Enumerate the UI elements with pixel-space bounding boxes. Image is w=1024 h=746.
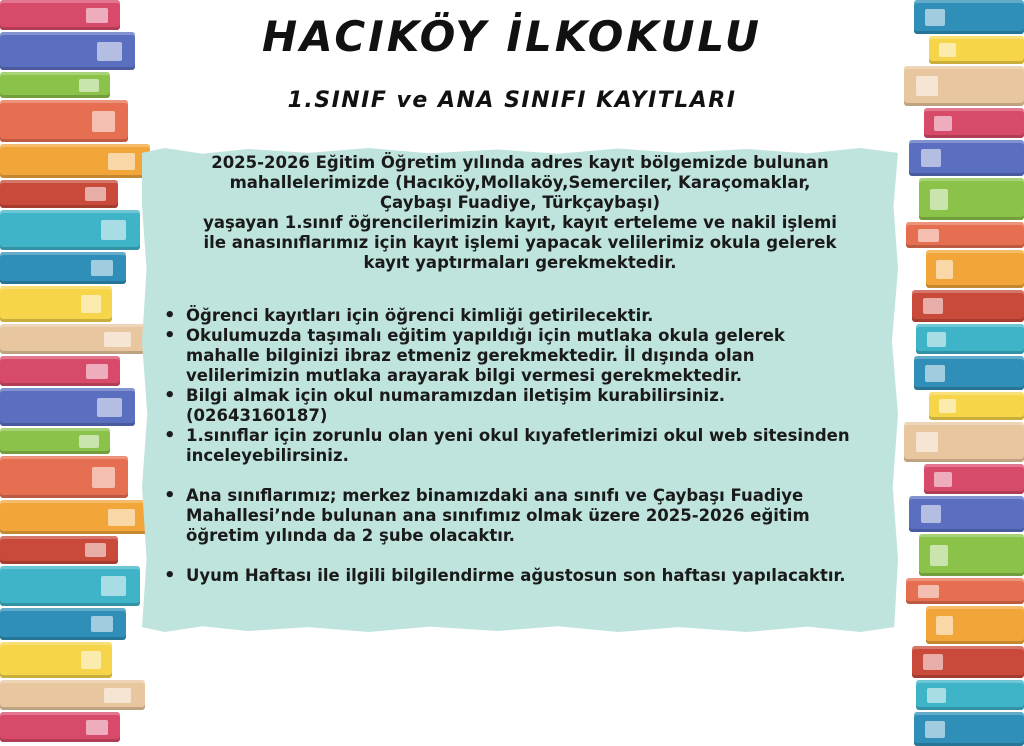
book-spine xyxy=(904,66,1024,106)
book-spine xyxy=(924,464,1024,494)
book-spine xyxy=(929,36,1024,64)
book-spine xyxy=(0,324,145,354)
book-spine xyxy=(0,100,128,142)
list-item: • Ana sınıflarımız; merkez binamızdaki ana sınıfı ve Çaybaşı Fuadiye Mahallesi’nde bulunan ana sınıfımız olmak üzere 2025-2026 eğitim öğretim yılında da 2 şube olacaktır. xyxy=(160,486,860,546)
intro-paragraph xyxy=(150,153,890,273)
book-spine xyxy=(916,324,1024,354)
book-spine xyxy=(0,286,112,322)
book-spine xyxy=(906,578,1024,604)
book-spine xyxy=(926,606,1024,644)
book-spine xyxy=(0,356,120,386)
book-spine xyxy=(914,356,1024,390)
book-spine xyxy=(0,456,128,498)
book-spine xyxy=(0,144,150,178)
right-book-stack xyxy=(899,0,1024,726)
book-spine xyxy=(0,536,118,564)
book-spine xyxy=(0,712,120,742)
school-title: HACIKÖY İLKOKULU xyxy=(261,12,763,61)
intro-line: ile anasınıflarımız için kayıt işlemi yapacak velilerimiz okula gelerek xyxy=(203,233,837,252)
book-spine xyxy=(0,388,135,426)
book-spine xyxy=(912,646,1024,678)
book-spine xyxy=(909,140,1024,176)
book-spine xyxy=(0,252,126,284)
book-spine xyxy=(0,608,126,640)
intro-line: mahallelerimizde (Hacıköy,Mollaköy,Semerciler, Karaçomaklar, xyxy=(229,173,811,192)
info-bullet-list xyxy=(160,306,860,586)
book-spine xyxy=(909,496,1024,532)
intro-line: Çaybaşı Fuadiye, Türkçaybaşı) xyxy=(379,193,661,212)
list-item: • Bilgi almak için okul numaramızdan iletişim kurabilirsiniz. (02643160187) xyxy=(160,386,860,426)
book-spine xyxy=(906,222,1024,248)
list-item: • Uyum Haftası ile ilgili bilgilendirme ağustosun son haftası yapılacaktır. xyxy=(160,566,860,586)
book-spine xyxy=(912,290,1024,322)
book-spine xyxy=(0,566,140,606)
book-spine xyxy=(926,250,1024,288)
book-spine xyxy=(916,680,1024,710)
book-spine xyxy=(924,108,1024,138)
book-spine xyxy=(0,428,110,454)
book-spine xyxy=(904,422,1024,462)
list-item: • Öğrenci kayıtları için öğrenci kimliği getirilecektir. xyxy=(160,306,860,326)
book-spine xyxy=(0,180,118,208)
book-spine xyxy=(0,0,120,30)
list-item: • 1.sınıflar için zorunlu olan yeni okul kıyafetlerimizi okul web sitesinden inceleyebilirsiniz. xyxy=(160,426,860,466)
intro-line: kayıt yaptırmaları gerekmektedir. xyxy=(363,253,677,272)
intro-line: yaşayan 1.sınıf öğrencilerimizin kayıt, kayıt erteleme ve nakil işlemi xyxy=(203,213,837,232)
registration-subtitle: 1.SINIF ve ANA SINIFI KAYITLARI xyxy=(287,88,737,113)
book-spine xyxy=(914,0,1024,34)
book-spine xyxy=(929,392,1024,420)
list-item: • Okulumuzda taşımalı eğitim yapıldığı için mutlaka okula gelerek mahalle bilginizi ibraz etmeniz gerekmektedir. İl dışında olan velilerimizin mutlaka arayarak bilgi vermesi gerekmektedir. xyxy=(160,326,860,386)
book-spine xyxy=(0,642,112,678)
intro-line: 2025-2026 Eğitim Öğretim yılında adres kayıt bölgemizde bulunan xyxy=(211,153,829,172)
book-spine xyxy=(919,534,1024,576)
book-spine xyxy=(0,500,150,534)
book-spine xyxy=(914,712,1024,746)
book-spine xyxy=(0,680,145,710)
book-spine xyxy=(0,210,140,250)
book-spine xyxy=(919,178,1024,220)
left-book-stack xyxy=(0,0,160,726)
book-spine xyxy=(0,32,135,70)
book-spine xyxy=(0,72,110,98)
